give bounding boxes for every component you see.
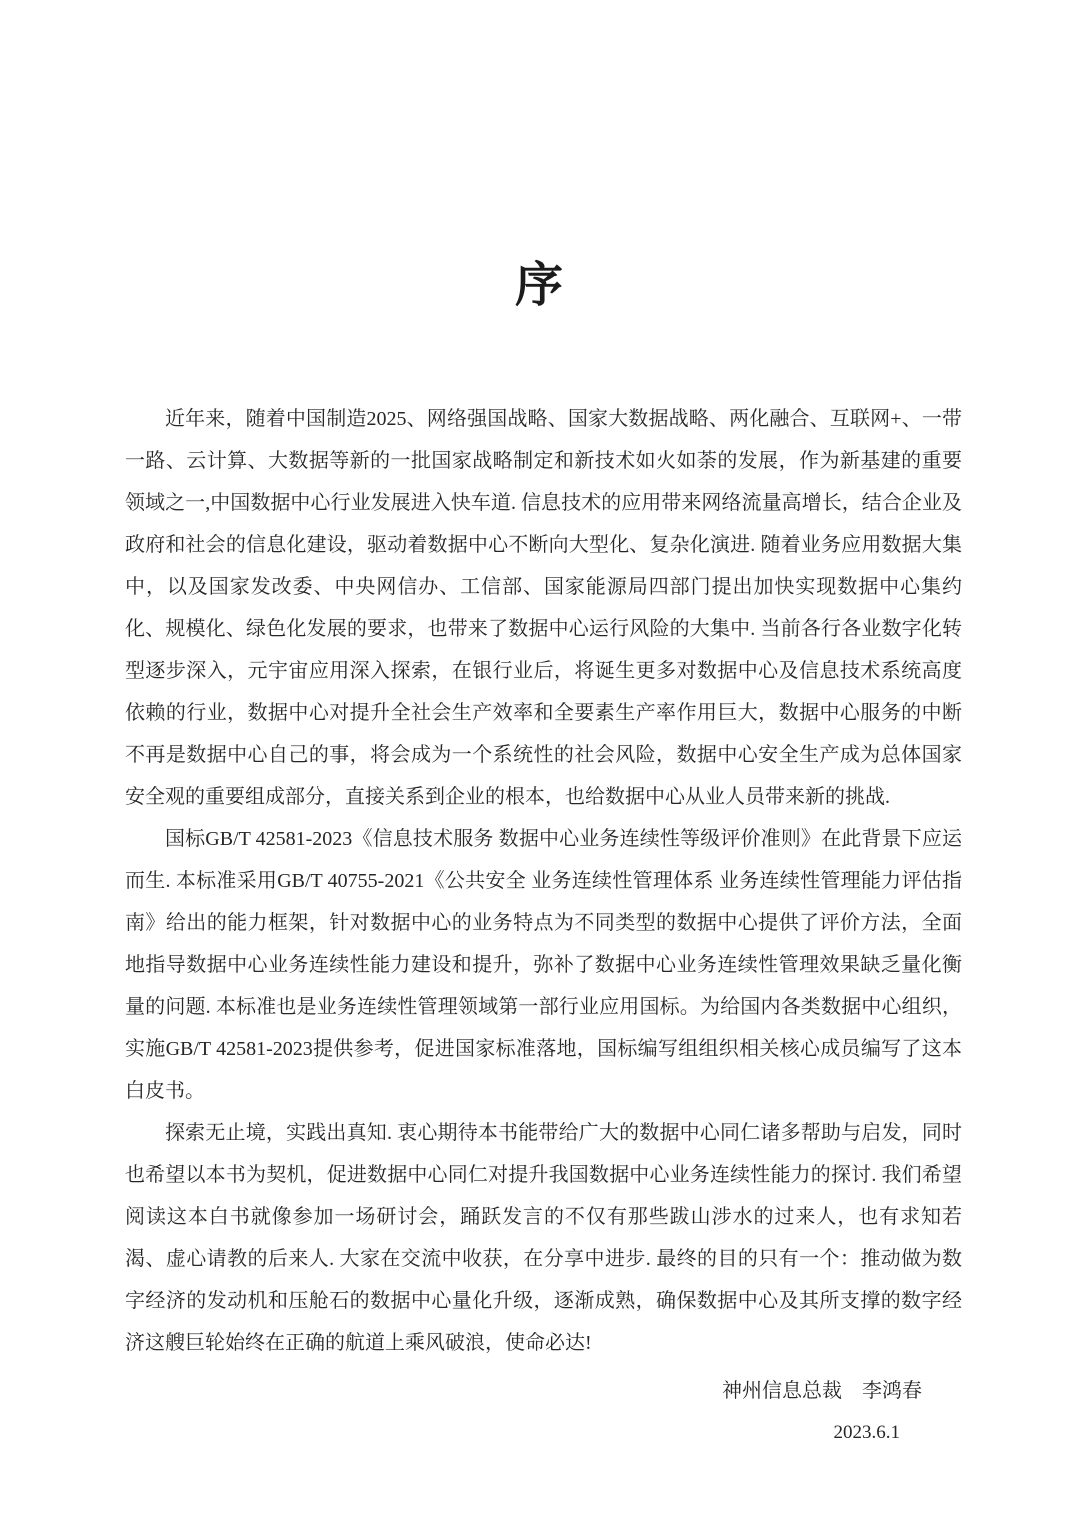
signature-line: 神州信息总裁 李鸿春 (722, 1380, 922, 1402)
page-title: 序 (514, 259, 565, 312)
paragraph-2: 国标GB/T 42581-2023《信息技术服务 数据中心业务连续性等级评价准则》在此背景下应运而生. 本标准采用GB/T 40755-2021《公共安全 业务连续性管理体系 业务连续性管理能力评估指南》给出的能力框架，针对数据中心的业务特点为不同类型的数据中心提供了评价方法，全面地指导数据中心业务连续性能力建设和提升，弥补了数据中心业务连续性管理效果缺乏量化衡量的问题. 本标准也是业务连续性管理领域第一部行业应用国标。为给国内各类数据中心组织，实施GB/T 42581-2023提供参考，促进国家标准落地，国标编写组组织相关核心成员编写了这本白皮书。 (125, 828, 962, 1102)
signature-date: 2023.6.1 (833, 1422, 900, 1443)
paragraph-3: 探索无止境，实践出真知. 衷心期待本书能带给广大的数据中心同仁诸多帮助与启发，同时也希望以本书为契机，促进数据中心同仁对提升我国数据中心业务连续性能力的探讨. 我们希望阅读这本白书就像参加一场研讨会，踊跃发言的不仅有那些跋山涉水的过来人，也有求知若渴、虚心请教的后来人. 大家在交流中收获，在分享中进步. 最终的目的只有一个：推动做为数字经济的发动机和压舱石的数据中心量化升级，逐渐成熟，确保数据中心及其所支撑的数字经济这艘巨轮始终在正确的航道上乘风破浪，使命必达! (125, 1122, 962, 1354)
paragraph-1: 近年来，随着中国制造2025、网络强国战略、国家大数据战略、两化融合、互联网+、一带一路、云计算、大数据等新的一批国家战略制定和新技术如火如荼的发展，作为新基建的重要领域之一,中国数据中心行业发展进入快车道. 信息技术的应用带来网络流量高增长，结合企业及政府和社会的信息化建设，驱动着数据中心不断向大型化、复杂化演进. 随着业务应用数据大集中，以及国家发改委、中央网信办、工信部、国家能源局四部门提出加快实现数据中心集约化、规模化、绿色化发展的要求，也带来了数据中心运行风险的大集中. 当前各行各业数字化转型逐步深入，元宇宙应用深入探索，在银行业后，将诞生更多对数据中心及信息技术系统高度依赖的行业，数据中心对提升全社会生产效率和全要素生产率作用巨大，数据中心服务的中断不再是数据中心自己的事，将会成为一个系统性的社会风险，数据中心安全生产成为总体国家安全观的重要组成部分，直接关系到企业的根本，也给数据中心从业人员带来新的挑战. (125, 408, 962, 808)
preface-body (0, 312, 1080, 1454)
